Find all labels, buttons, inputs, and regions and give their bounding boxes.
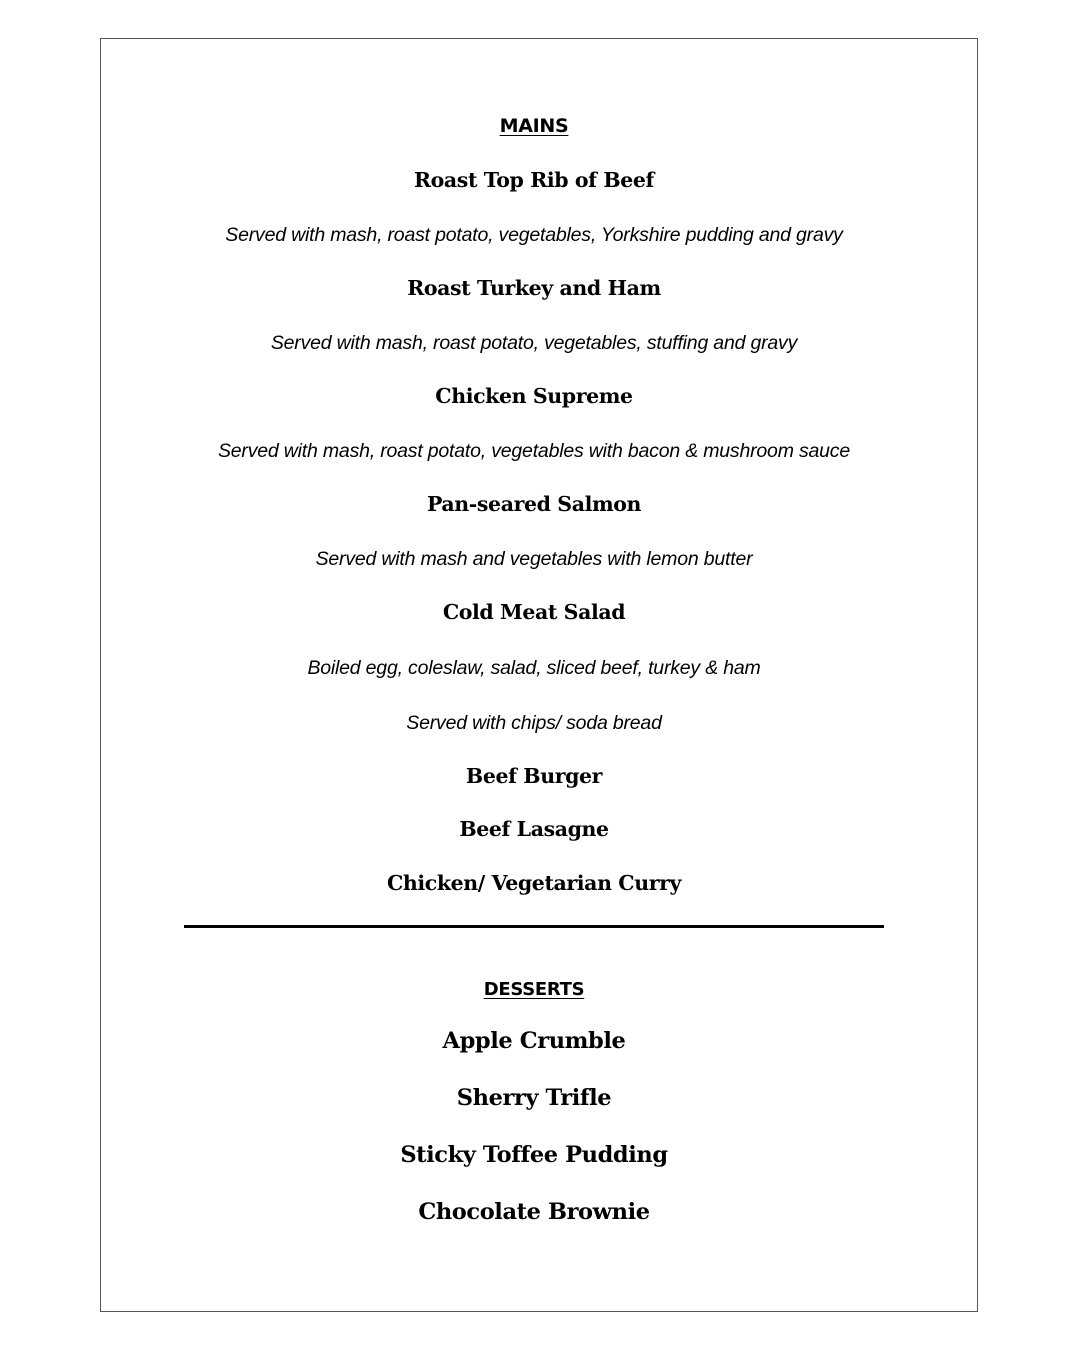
dish-cold-meat-salad-sides: Served with chips/ soda bread [406,712,662,734]
dish-cold-meat-salad-description: Boiled egg, coleslaw, salad, sliced beef, turkey & ham [307,657,761,679]
desserts-heading: DESSERTS [483,979,585,1000]
dessert-sherry-trifle: Sherry Trifle [456,1085,612,1111]
dish-roast-beef-description: Served with mash, roast potato, vegetables, Yorkshire pudding and gravy [225,224,843,246]
dessert-apple-crumble: Apple Crumble [442,1028,626,1054]
dish-salmon-description: Served with mash and vegetables with lemon butter [315,548,753,570]
dish-cold-meat-salad: Cold Meat Salad [442,600,626,624]
dish-roast-turkey: Roast Turkey and Ham [407,276,661,300]
dish-beef-lasagne: Beef Lasagne [459,817,609,841]
dish-chicken-supreme-description: Served with mash, roast potato, vegetables with bacon & mushroom sauce [217,440,850,462]
dish-salmon: Pan-seared Salmon [426,492,642,516]
mains-heading: MAINS [499,115,569,137]
dessert-sticky-toffee-pudding: Sticky Toffee Pudding [400,1142,668,1168]
dish-roast-beef: Roast Top Rib of Beef [414,168,654,192]
dish-roast-turkey-description: Served with mash, roast potato, vegetables, stuffing and gravy [270,332,798,354]
dish-chicken-supreme: Chicken Supreme [435,384,633,408]
dessert-chocolate-brownie: Chocolate Brownie [418,1199,650,1225]
dish-curry: Chicken/ Vegetarian Curry [386,871,682,895]
dish-beef-burger: Beef Burger [465,764,603,788]
section-divider [184,925,884,928]
